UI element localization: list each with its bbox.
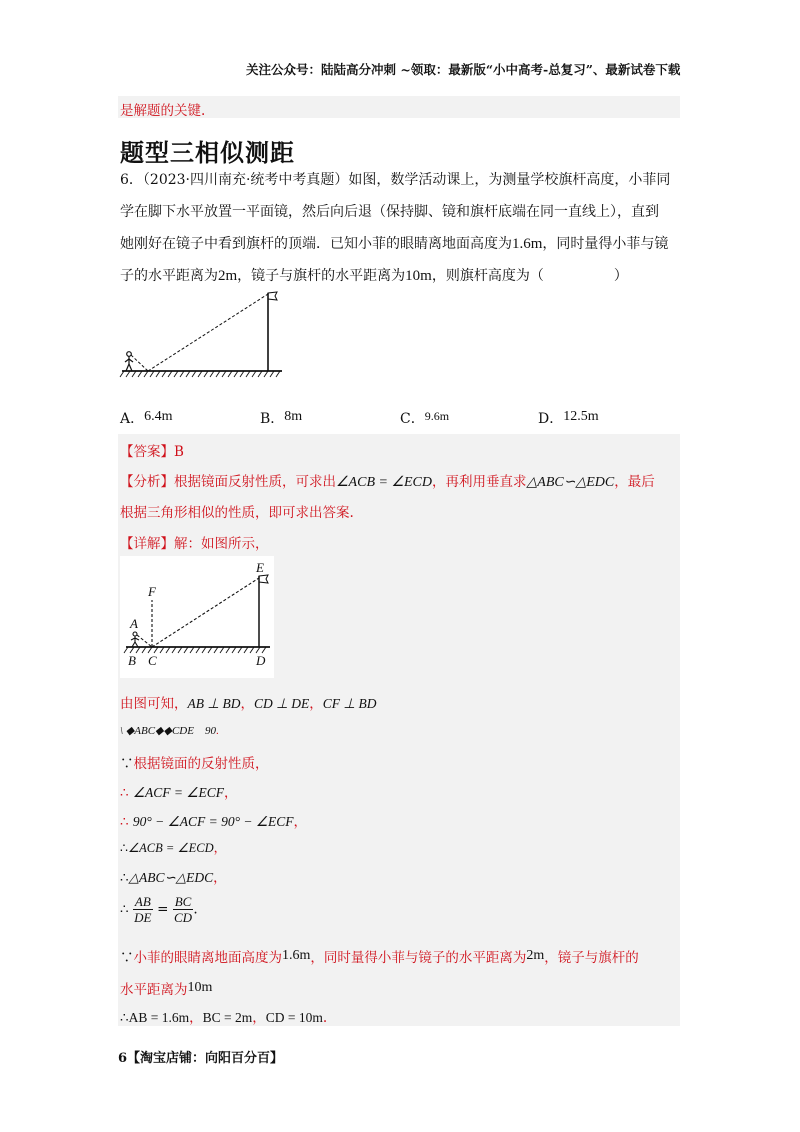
option-value: 6.4m [144, 409, 173, 424]
fraction-denominator: CD [173, 910, 193, 925]
point-label-c: C [148, 653, 157, 668]
distance-value: 2m [218, 268, 238, 284]
step-math: AB ⊥ BD [187, 696, 241, 711]
analysis-math: △ABC∽△EDC [526, 475, 615, 490]
step-math: ∠ACB = ∠ECD [127, 841, 214, 855]
step-4: ∴ ∠ACF = ∠ECF， [120, 785, 238, 801]
analysis-line-2: 根据三角形相似的性质，即可求出答案. [120, 505, 354, 521]
question-text: ，同时量得小菲与镜 [542, 236, 669, 252]
option-letter: C． [400, 411, 425, 427]
detail-tag: 【详解】 [120, 536, 174, 552]
step-3: ∵根据镜面的反射性质， [120, 756, 269, 772]
question-text: 她刚好在镜子中看到旗杆的顶端．已知小菲的眼睛离地面高度为 [120, 236, 512, 252]
analysis-math: ∠ACB = ∠ECD [336, 475, 432, 490]
option-letter: D． [538, 411, 564, 427]
eye-height-value: 1.6m [512, 236, 543, 252]
step-9: ∵小菲的眼睛离地面高度为1.6m，同时量得小菲与镜子的水平距离为2m，镜子与旗杆的 [120, 948, 639, 966]
step-text: ，同时量得小菲与镜子的水平距离为 [310, 950, 527, 966]
option-value: 8m [284, 409, 303, 424]
step-math: 2m [526, 948, 545, 963]
step-math: 10m [187, 980, 213, 995]
page-header: 关注公众号：陆陆高分冲刺 ~领取：最新版“小中高考-总复习”、最新试卷下载 [246, 62, 681, 77]
step-8: ∴ $\frac{AB}{DE}$ = $\frac{BC}{CD}$ . [120, 894, 198, 925]
analysis-tag: 【分析】 [120, 474, 174, 490]
question-text: ，镜子与旗杆的水平距离为 [237, 268, 406, 284]
answer-tag: 【答案】 [120, 444, 174, 460]
distance-value: 10m [405, 268, 432, 284]
fraction-denominator: DE [134, 910, 152, 925]
answer-line [120, 440, 184, 460]
step-math: 1.6m [282, 948, 311, 963]
option-c [400, 408, 449, 428]
solution-figure [120, 556, 274, 678]
option-letter: A． [120, 411, 145, 427]
question-line-3 [120, 234, 668, 254]
point-label-f: F [148, 584, 156, 599]
step-math: AB = 1.6m [128, 1010, 190, 1025]
analysis-text: 根据镜面反射性质，可求出 [174, 474, 336, 490]
top-line-text: 是解题的关键. [120, 103, 206, 119]
question-line-1: 6．（2023·四川南充·统考中考真题）如图，数学活动课上，为测量学校旗杆高度，小菲同 [120, 172, 671, 188]
step-text: ，镜子与旗杆的 [544, 950, 639, 966]
step-math: ∠ACF = ∠ECF [132, 785, 224, 800]
step-10 [120, 978, 212, 998]
point-label-b: B [128, 653, 136, 668]
fraction-numerator: BC [174, 894, 192, 909]
option-letter: B． [260, 411, 285, 427]
option-d [538, 408, 599, 428]
step-text: 水平距离为 [120, 982, 188, 998]
step-math: \ ◆ABC◆◆CDE 90 [120, 725, 216, 737]
analysis-text: ，再利用垂直求 [432, 474, 527, 490]
option-b [260, 408, 302, 428]
point-label-e: E [256, 560, 264, 575]
point-label-d: D [256, 653, 266, 668]
step-7: ∴△ABC∽△EDC， [120, 870, 227, 886]
section-title: 题型三相似测距 [120, 139, 295, 167]
step-math: CF ⊥ BD [322, 696, 377, 711]
question-text: 子的水平距离为 [120, 268, 218, 284]
answer-value: B [174, 444, 184, 460]
option-value: 12.5m [563, 409, 599, 424]
step-math: BC = 2m [202, 1010, 253, 1025]
point-label-a: A [130, 616, 138, 631]
page-footer: 6【淘宝店铺：向阳百分百】 [118, 1051, 284, 1066]
step-math: △ABC∽△EDC [128, 870, 214, 885]
question-line-4 [120, 266, 628, 286]
fraction-bc-cd [173, 894, 194, 925]
step-1: 由图可知，AB ⊥ BD，CD ⊥ DE，CF ⊥ BD [120, 696, 377, 712]
step-6: ∴∠ACB = ∠ECD， [120, 840, 227, 855]
detail-text: 解：如图所示， [174, 536, 269, 552]
step-text: 根据镜面的反射性质， [133, 756, 269, 772]
step-math: CD = 10m [265, 1010, 323, 1025]
question-figure [118, 285, 288, 385]
step-math: CD ⊥ DE [254, 696, 310, 711]
step-2: \ ◆ABC◆◆CDE 90. [120, 725, 219, 737]
fraction-ab-de [133, 894, 153, 925]
step-math: 90° − ∠ACF = 90° − ∠ECF [132, 814, 294, 829]
option-a [120, 408, 173, 428]
analysis-text: ，最后 [614, 474, 655, 490]
question-line-2: 学在脚下水平放置一平面镜，然后向后退（保持脚、镜和旗杆底端在同一直线上），直到 [120, 204, 659, 220]
step-5: ∴ 90° − ∠ACF = 90° − ∠ECF， [120, 814, 307, 830]
detail-line [120, 532, 269, 552]
analysis-line-1 [120, 470, 655, 491]
step-text: 小菲的眼睛离地面高度为 [133, 950, 282, 966]
step-11: ∴AB = 1.6m，BC = 2m，CD = 10m. [120, 1010, 328, 1026]
option-value: 9.6m [424, 409, 450, 423]
step-text: 由图可知， [120, 696, 188, 712]
fraction-numerator: AB [134, 894, 151, 909]
question-text: ，则旗杆高度为（ ） [431, 268, 628, 284]
